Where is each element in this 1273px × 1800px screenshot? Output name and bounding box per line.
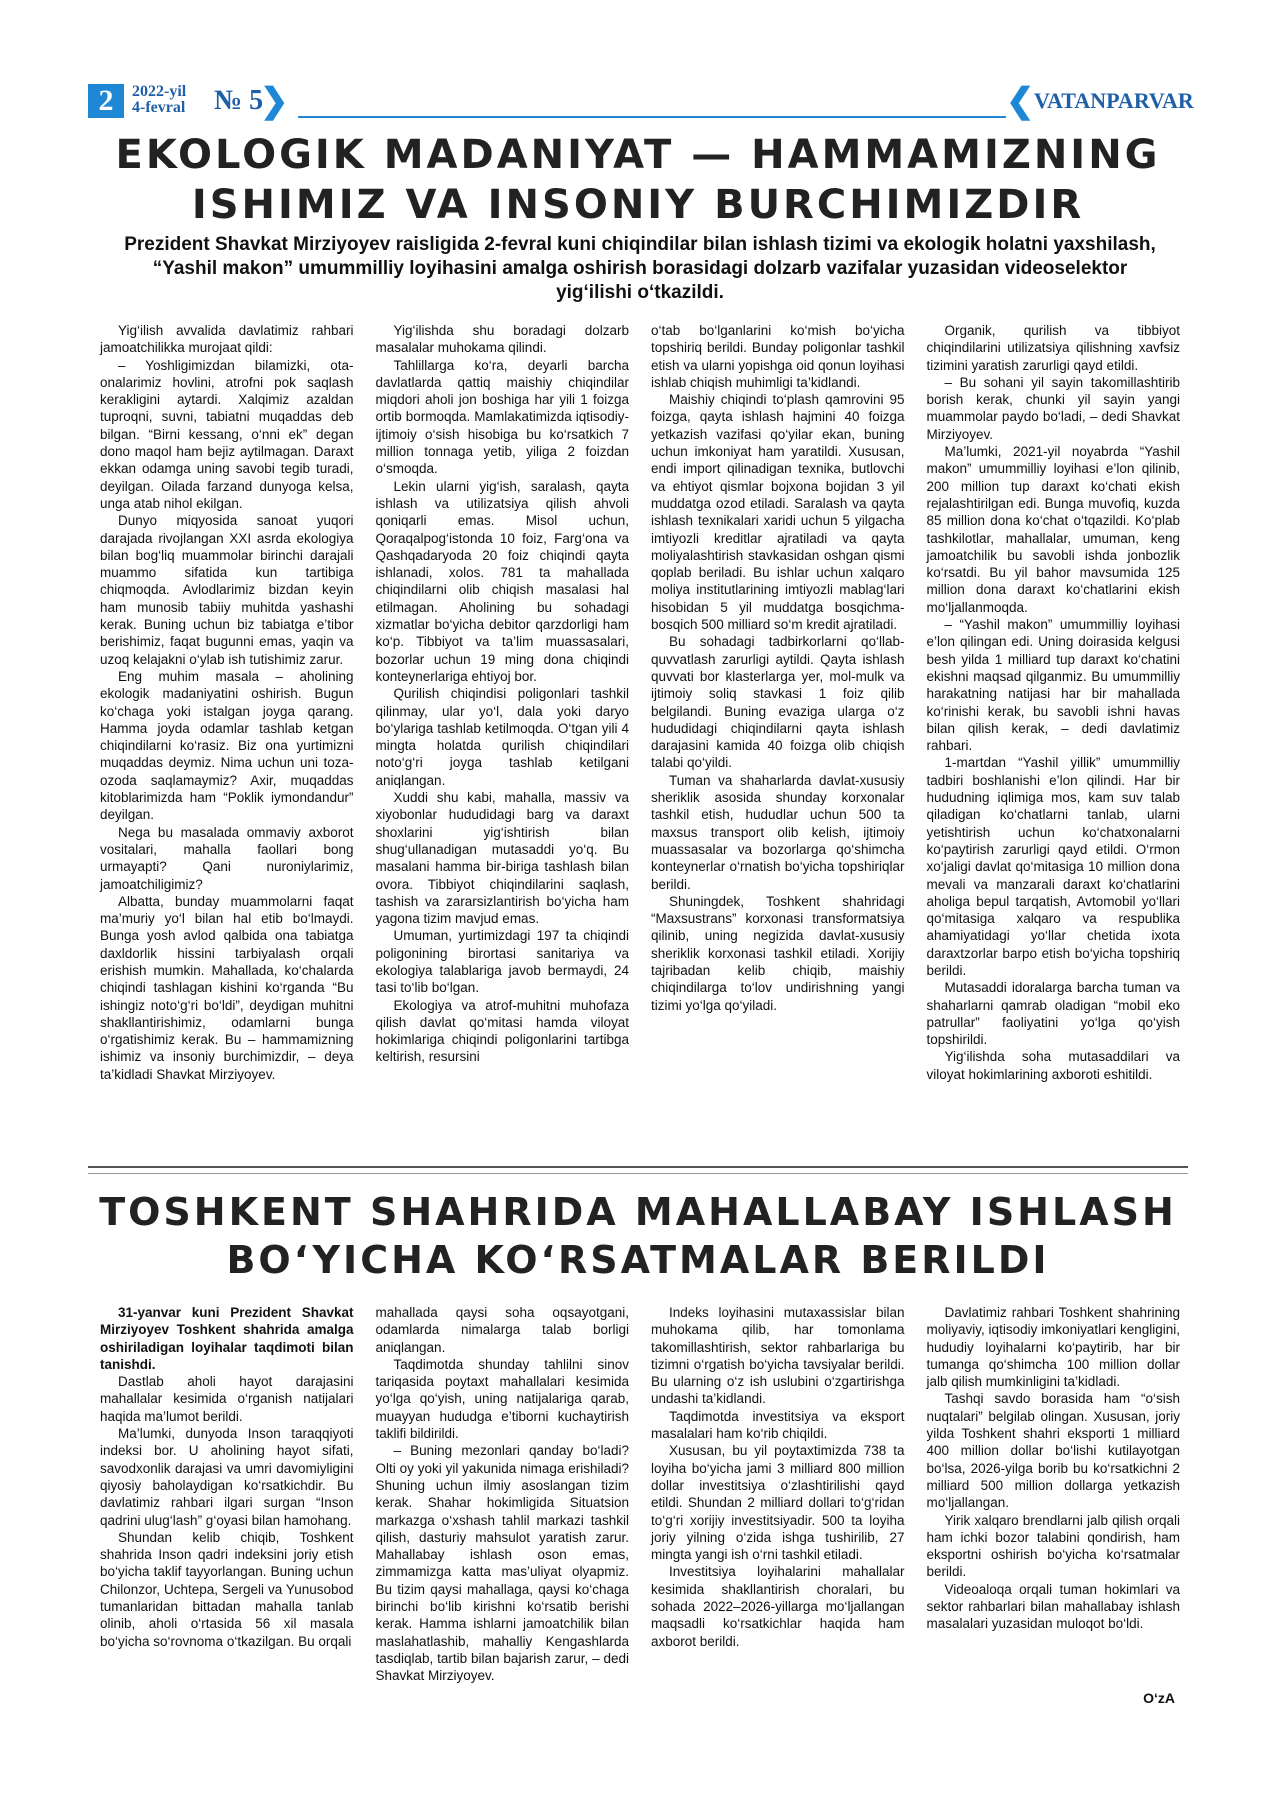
article2-body [100,1304,1180,1684]
paragraph: – Yoshligimizdan bilamizki, ota-onalarimiz hovlini, atrofni pok saqlash kerakligini aytardi. Xalqimiz azaldan tuproqni, suvni, tabiatni muqaddas deb bilgan. “Birni kessang, o‘nni ek” degan dono maqol ham bejiz aytilmagan. Daraxt ekkan odamga uning savobi tegib turadi, deyilgan. Oilada farzand dunyoga kelsa, unga atab nihol ekilgan. [100,357,354,511]
article2-lead: 31-yanvar kuni Prezident Shavkat Mirziyoyev Toshkent shahrida amalga oshiriladigan loyihalar taqdimoti bilan tanishdi. [100,1305,354,1372]
paragraph: Shuningdek, Toshkent shahridagi “Maxsustrans” korxonasi transformatsiya qilinib, uning negizida davlat-xususiy sheriklik korxonasi tashkil etiladi. Xorijiy tajribadan kelib chiqib, maishiy chiqindilarga to‘lov undirishning yangi tizimi yo‘lga qo‘yiladi. [651,893,905,1013]
paragraph: Qurilish chiqindisi poligonlari tashkil qilinmay, ular yo‘l, dala yoki daryo bo‘ylariga tashlab ketilmoqda. O‘tgan yili 4 mingta holatda qurilish chiqindilari noto‘g‘ri joyga tashlab ketilgani aniqlangan. [375,686,629,788]
paragraph: Yig‘ilishda soha mutasaddilari va viloyat hokimlarining axboroti eshitildi. [926,1049,1180,1082]
paragraph: Tuman va shaharlarda davlat-xususiy sheriklik asosida shunday korxonalar tashkil etish, hududlar uchun 500 ta maxsus transport olib kelish, ijtimoiy muassasalar va bozorlarga qo‘shimcha konteynerlar o‘rnatish bo‘yicha topshiriqlar berildi. [651,772,905,892]
article2-column [927,1304,1181,1684]
article2-column [376,1304,630,1684]
paragraph: Albatta, bunday muammolarni faqat ma’muriy yo‘l bilan hal etib bo‘lmaydi. Bunga yosh avlod qalbida ona tabiatga daxldorlik hissini tarbiyalash orqali erishish mumkin. Mahallada, ko‘chalarda chiqindi tashlagan kishini ko‘rganda “Bu ishingiz noto‘g‘ri bo‘ldi”, deydigan muhitni shakllantirishimiz, odamlarni bunga o‘rgatishimiz kerak. Bu – hammamizning ishimiz va insoniy burchimizdir, – deya ta’kidladi Shavkat Mirziyoyev. [100,893,354,1082]
paragraph: Xuddi shu kabi, mahalla, massiv va xiyobonlar hududidagi barg va daraxt shoxlarini yig‘ishtirish bilan shug‘ullanadigan mutasaddi yo‘q. Bu masalani hamma bir-biriga tashlash bilan ovora. Tibbiyot chiqindilarini saqlash, tashish va zararsizlantirish bo‘yicha ham yagona tizim mavjud emas. [375,790,629,927]
paragraph: – “Yashil makon” umummilliy loyihasi e’lon qilingan edi. Uning doirasida kelgusi besh yilda 1 milliard tup daraxt ko‘chatini ekishni maqsad qilganmiz. Bu umummilliy harakatning natijasi har bir mahallada ko‘rinishi kerak, bu savobli ishni havas bilan qilish kerak, – dedi davlatimiz rahbari. [926,617,1180,754]
paragraph: Yirik xalqaro brendlarni jalb qilish orqali ham ichki bozor talabini qondirish, ham eksportni oshirish bo‘yicha ko‘rsatmalar berildi. [926,1512,1180,1580]
chevron-right-icon: ❯ [260,82,289,120]
paragraph: Taqdimotda investitsiya va eksport masalalari ham ko‘rib chiqildi. [651,1408,905,1442]
article2-column [100,1304,354,1684]
article1-column [100,322,354,1152]
paragraph: Nega bu masalada ommaviy axborot vositalari, mahalla faollari bong urmayapti? Qani nuroniylarimiz, jamoatchiligimiz? [100,824,354,892]
paragraph: Lekin ularni yig‘ish, saralash, qayta ishlash va utilizatsiya qilish ahvoli qoniqarli emas. Misol uchun, Qoraqalpog‘istonda 10 foiz, Farg‘ona va Qashqadaryoda 20 foiz chiqindi qayta ishlanadi, xolos. 781 ta mahallada chiqindilarni olib chiqish masalasi hal etilmagan. Aholining bu sohadagi xizmatlar bo‘yicha debitor qarzdorligi ham ko‘p. Tibbiyot va ta’lim muassasalari, bozorlar uchun 19 ming dona chiqindi konteynerlariga ehtiyoj bor. [375,478,629,684]
article1-lead: Prezident Shavkat Mirziyoyev raisligida 2-fevral kuni chiqindilar bilan ishlash tizimi va ekologik holatni yaxshilash, “Yashil makon” umummilliy loyihasini amalga oshirish borasidagi dolzarb vazifalar yuzasidan videoselektor yig‘ilishi o‘tkazildi. [124,234,1156,303]
paragraph: Yig‘ilishda shu boradagi dolzarb masalalar muhokama qilindi. [375,323,629,356]
paragraph: Mutasaddi idoralarga barcha tuman va shaharlarni qamrab oladigan “mobil eko patrullar” faoliyatini yo‘lga qo‘yish topshirildi. [926,980,1180,1048]
paragraph: Maishiy chiqindi to‘plash qamrovini 95 foizga, qayta ishlash hajmini 40 foizga yetkazish vazifasi qo‘yilar ekan, buning uchun imkoniyat ham yaratildi. Xususan, endi import qilinadigan texnika, butlovchi va ehtiyot qismlar bojxona bojidan 3 yil muddatga ozod etiladi. Saralash va qayta ishlash texnikalari xaridi uchun 5 yilgacha imtiyozli kreditlar ajratiladi va qayta moliyalashtirish stavkasidan oshgan qismi qoplab beriladi. Bu ishlar uchun xalqaro moliya institutlarining imtiyozli mablag‘lari hisobidan 5 yil muddatga bosqichma-bosqich 500 milliard so‘m kredit ajratiladi. [651,392,905,633]
header-rule [298,116,1006,118]
paragraph: Ma’lumki, 2021-yil noyabrda “Yashil makon” umummilliy loyihasi e’lon qilinib, 200 million tup daraxt ko‘chati ekish rejalashtirilgan edi. Bunga muvofiq, kuzda 85 million dona ko‘chat o‘tqazildi. Ko‘plab tashkilotlar, mahallalar, umuman, keng jamoatchilik bu savobli ishda jonbozlik ko‘rsatdi. Bu yil bahor mavsumida 125 million dona daraxt ko‘chatlarini ekish mo‘ljallanmoqda. [926,444,1180,615]
newspaper-brand: VATANPARVAR [1034,88,1194,113]
article1-body [100,322,1180,1152]
issue-date-year: 2022-yil [132,83,187,100]
paragraph: Dastlab aholi hayot darajasini mahallalar kesimida o‘rganish natijalari haqida ma’lumot berildi. [100,1374,354,1424]
paragraph: – Buning mezonlari qanday bo‘ladi? Olti oy yoki yil yakunida nimaga erishiladi? Shuning uchun ilmiy asoslangan tizim kerak. Shahar hokimligida Situatsion markazga o‘xshash tahlil markazi tashkil qilish, dasturiy mahsulot yaratish zarur. Mahallabay ishlash oson emas, zimmamizga katta mas’uliyat olyapmiz. Bu tizim qaysi mahallaga, qaysi ko‘chaga birinchi bo‘lib kirishni ko‘rsatib berishi kerak. Hamma ishlarni jamoatchilik bilan maslahatlashib, mahalliy Kengashlarda tasdiqlab, tartib bilan bajarish zarur, – dedi Shavkat Mirziyoyev. [375,1443,629,1684]
chevron-left-icon: ❮ [1006,82,1035,120]
page-number: 2 [88,84,124,118]
paragraph: Investitsiya loyihalarini mahallalar kesimida shakllantirish choralari, bu sohada 2022–2026-yillarga mo‘ljallangan maqsadli ko‘rsatkichlar haqida ham axborot berildi. [651,1564,905,1649]
article1-column [927,322,1181,1152]
article1-column [651,322,905,1152]
page-header [88,82,1194,124]
paragraph: Xususan, bu yil poytaxtimizda 738 ta loyiha bo‘yicha jami 3 milliard 800 million dollar investitsiya o‘zlashtirilishi qayd etildi. Shundan 2 milliard dollari to‘g‘ridan to‘g‘ri xorijiy investitsiyadir. 500 ta loyiha joriy yilning o‘zida ishga tushirilib, 27 mingta yangi ish o‘rni tashkil etiladi. [651,1443,905,1563]
paragraph: o‘tab bo‘lganlarini ko‘mish bo‘yicha topshiriq berildi. Bunday poligonlar tashkil etish va ularni yopishga oid qonun loyihasi ishlab chiqish muhimligi ta’kidlandi. [651,323,905,390]
paragraph: Shundan kelib chiqib, Toshkent shahrida Inson qadri indeksini joriy etish bo‘yicha taklif tayyorlangan. Buning uchun Chilonzor, Uchtepa, Sergeli va Yunusobod tumanlaridan bittadan mahalla tanlab olinib, aholi o‘rtasida 56 xil masala bo‘yicha so‘rovnoma o‘tkazilgan. Bu orqali [100,1529,354,1649]
paragraph: Ma’lumki, dunyoda Inson taraqqiyoti indeksi bor. U aholining hayot sifati, savodxonlik darajasi va umri davomiyligini qiyosiy baholaydigan ko‘rsatkichdir. Bu davlatimiz rahbari ilgari surgan “Inson qadrini ulug‘lash” g‘oyasi bilan hamohang. [100,1426,354,1528]
article2-column [651,1304,905,1684]
paragraph: Eng muhim masala – aholining ekologik madaniyatini oshirish. Bugun ko‘chaga yoki istalgan joyga qarang. Hamma joyda odamlar tashlab ketgan chiqindilarni ko‘rasiz. Biz ona yurtimizni muqaddas deymiz. Nima uchun uni toza-ozoda saqlamaymiz? Axir, muqaddas kitoblarimizda ham “Poklik iymondandur” deyilgan. [100,668,354,823]
article1-column [376,322,630,1152]
paragraph: Yig‘ilish avvalida davlatimiz rahbari jamoatchilikka murojaat qildi: [100,323,354,356]
paragraph: 1-martdan “Yashil yillik” umummilliy tadbiri boshlanishi e’lon qilindi. Har bir hududning iqlimiga mos, kam suv talab qiladigan ko‘chatlarni tanlab, ularni yetishtirish uchun ko‘chatxonalarni ko‘paytirish zarurligi qayd etildi. O‘rmon xo‘jaligi davlat qo‘mitasiga 10 million dona mevali va manzarali daraxt ko‘chatlarini aholiga bepul tarqatish, Avtomobil yo‘llari qo‘mitasiga xalqaro va respublika ahamiyatidagi yo‘llar chetida ixota daraxtzorlar barpo etish bo‘yicha topshiriq berildi. [926,755,1180,978]
paragraph: Organik, qurilish va tibbiyot chiqindilarini utilizatsiya qilishning xavfsiz tizimini yaratish zarurligi qayd etildi. [926,323,1180,373]
paragraph: Bu sohadagi tadbirkorlarni qo‘llab-quvvatlash zarurligi aytildi. Qayta ishlash quvvati bor klasterlarga yer, mol-mulk va ijtimoiy soliq stavkasi 1 foiz qilib belgilandi. Buning evaziga ularga o‘z hududidagi chiqindilarni qayta ishlash darajasini kamida 40 foizga olib chiqish talabi qo‘yildi. [651,634,905,771]
paragraph: Dunyo miqyosida sanoat yuqori darajada rivojlangan XXI asrda ekologiya bilan bog‘liq muammolar birinchi darajali muammo sifatida kun tartibiga chiqmoqda. Avlodlarimiz bizdan keyin ham munosib tabiiy muhitda yashashi kerak. Buning uchun biz tabiatga e’tibor berishimiz, faqat bugunni emas, yaqin va uzoq kelajakni o‘ylab ish tutishimiz zarur. [100,513,354,667]
issue-date-day: 4-fevral [132,99,186,116]
section-divider [88,1166,1188,1174]
article2-headline: TOSHKENT SHAHRIDA MAHALLABAY ISHLASH BO‘YICHA KO‘RSATMALAR BERILDI [99,1190,1177,1282]
paragraph: – Bu sohani yil sayin takomillashtirib borish kerak, chunki yil sayin yangi muammolar paydo bo‘ladi, – dedi Shavkat Mirziyoyev. [926,374,1180,442]
paragraph: Indeks loyihasini mutaxassislar bilan muhokama qilib, har tomonlama takomillashtirish, sektor rahbarlariga bu tizimni o‘rgatish bo‘yicha tavsiyalar berildi. Bu ularning o‘z ish uslubini o‘zgartirishga undashi ta’kidlandi. [651,1305,905,1407]
paragraph: Tahlillarga ko‘ra, deyarli barcha davlatlarda qattiq maishiy chiqindilar miqdori aholi jon boshiga har yili 1 foizga ortib bormoqda. Mamlakatimizda iqtisodiy-ijtimoiy o‘sish hisobiga bu ko‘rsatkich 7 million tonnaga yetib, yiliga 2 foizdan o‘smoqda. [375,357,629,477]
paragraph: Videoaloqa orqali tuman hokimlari va sektor rahbarlari bilan mahallabay ishlash masalalari yuzasidan muloqot bo‘ldi. [926,1581,1180,1632]
paragraph: Ekologiya va atrof-muhitni muhofaza qilish davlat qo‘mitasi hamda viloyat hokimlariga chiqindi poligonlarini tartibga keltirish, resursini [375,997,629,1065]
paragraph: Taqdimotda shunday tahlilni sinov tariqasida poytaxt mahallalari kesimida yo‘lga qo‘yish, uning natijalariga qarab, muayyan hududga e’tiborni kuchaytirish taklifi bildirildi. [375,1356,629,1442]
issue-number: № 5 [214,85,264,116]
paragraph: Davlatimiz rahbari Toshkent shahrining moliyaviy, iqtisodiy imkoniyatlari kengligini, hududiy loyihalarni ko‘paytirib, har bir tumanga qo‘shimcha 100 million dollar jalb qilish mumkinligini ta’kidladi. [926,1305,1180,1390]
paragraph: mahallada qaysi soha oqsayotgani, odamlarda nimalarga talab borligi aniqlangan. [375,1305,629,1355]
issue-date [132,84,186,116]
paragraph: Tashqi savdo borasida ham “o‘sish nuqtalari” belgilab olingan. Xususan, joriy yilda Toshkent shahri eksporti 1 milliard 400 million dollar bo‘lishi kutilayotgan bo‘lsa, 2026-yilga borib bu ko‘rsatkichni 2 milliard 500 million dollarga yetkazish mo‘ljallangan. [926,1391,1180,1511]
article1-headline: EKOLOGIK MADANIYAT — HAMMAMIZNING ISHIMIZ VA INSONIY BURCHIMIZDIR [115,132,1161,228]
article2-source: O‘zA [1143,1690,1175,1706]
paragraph: Umuman, yurtimizdagi 197 ta chiqindi poligonining birortasi sanitariya va ekologiya talablariga javob bermaydi, 24 tasi to‘lib bo‘lgan. [375,928,629,996]
